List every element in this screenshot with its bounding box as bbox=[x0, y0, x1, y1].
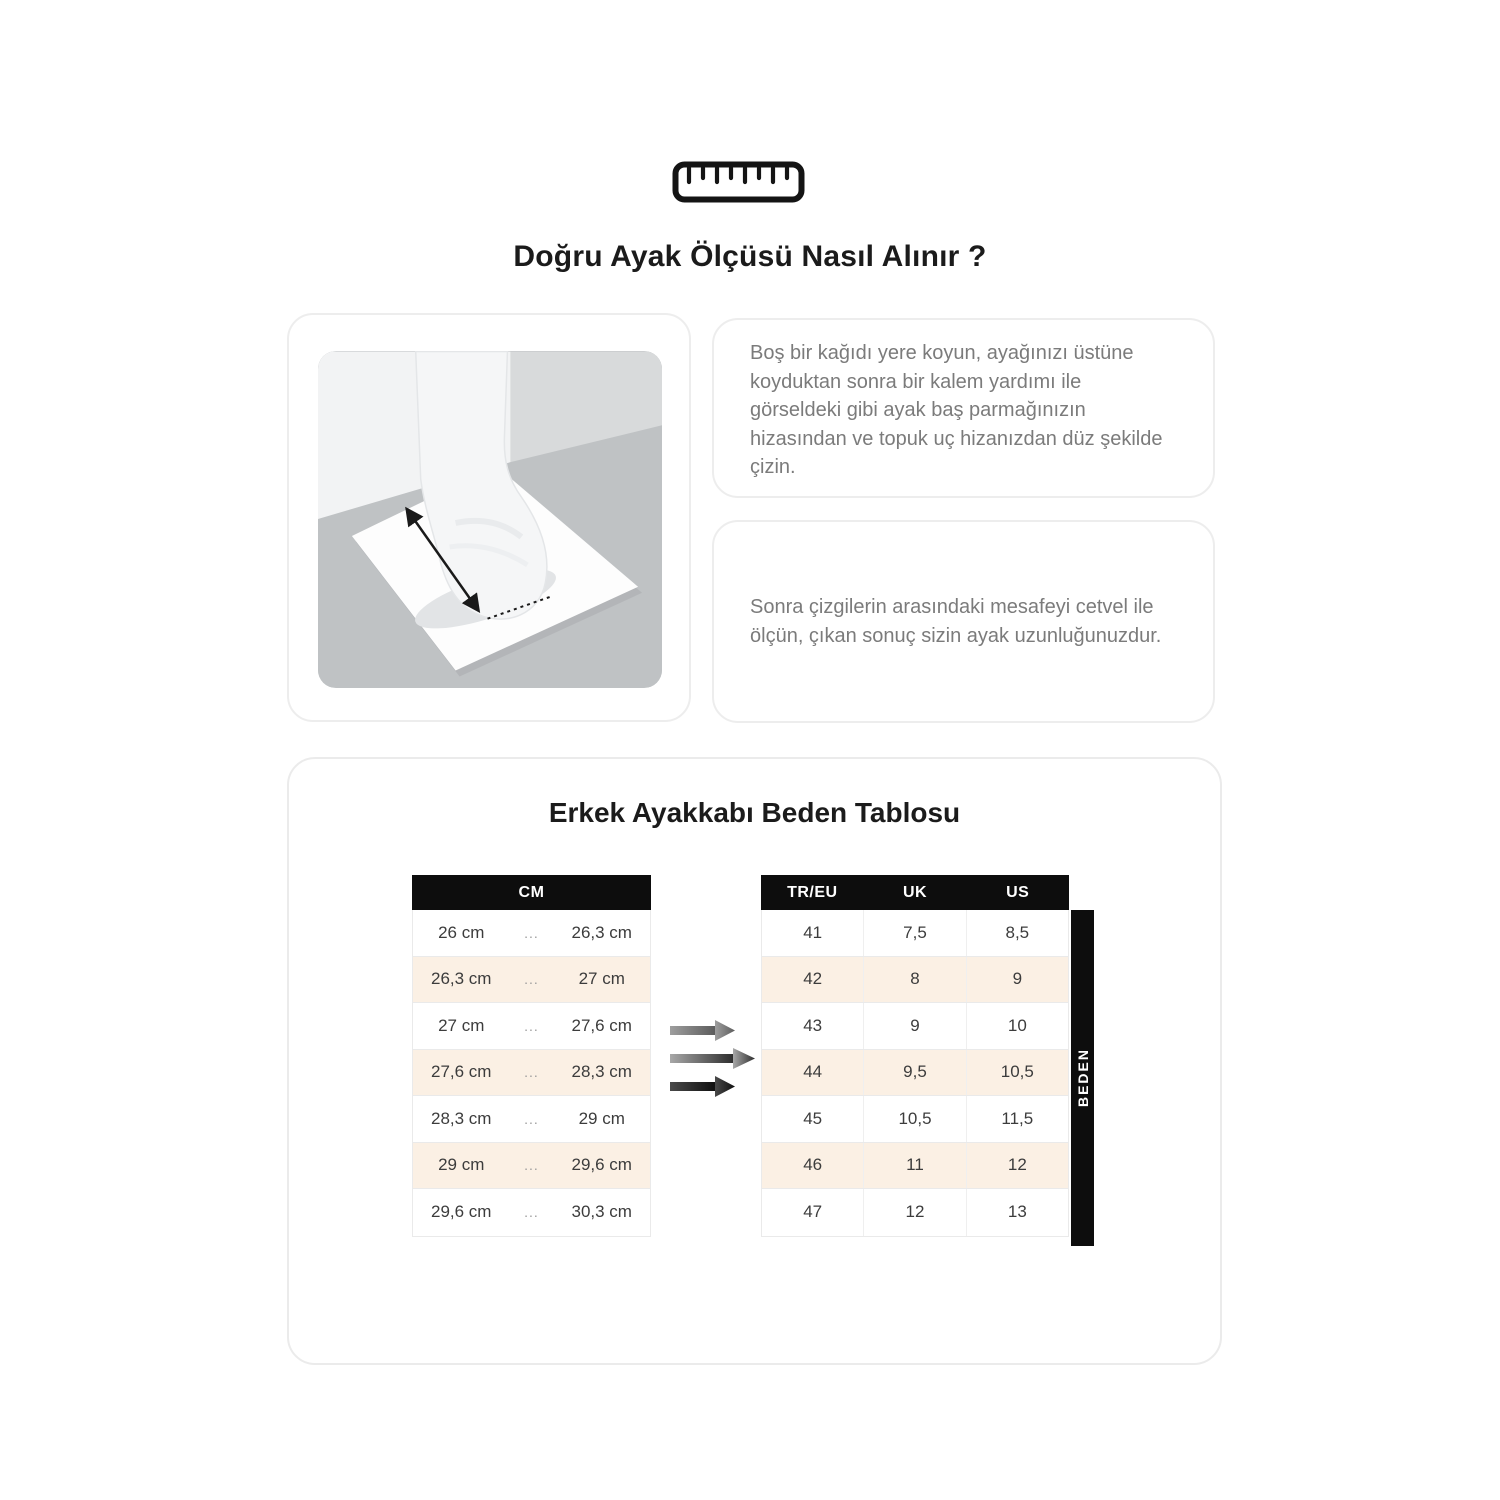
size-value: 8,5 bbox=[1005, 922, 1030, 942]
cm-from-value: 28,3 cm bbox=[431, 1108, 492, 1128]
cm-from-value: 26,3 cm bbox=[431, 969, 492, 989]
arrow-middle bbox=[670, 1048, 755, 1069]
intl-table-row bbox=[762, 1189, 1068, 1236]
range-dots: ... bbox=[524, 1157, 539, 1174]
size-value: 44 bbox=[762, 1050, 864, 1096]
arrow-top bbox=[670, 1020, 735, 1041]
ruler-icon bbox=[672, 161, 805, 203]
size-value: 11,5 bbox=[1001, 1108, 1034, 1128]
size-value: 9 bbox=[864, 1003, 966, 1049]
size-value: 8 bbox=[864, 957, 966, 1003]
section-title: Erkek Ayakkabı Beden Tablosu bbox=[548, 797, 961, 828]
intl-table-row bbox=[762, 1096, 1068, 1143]
cm-from-value: 29 cm bbox=[438, 1155, 485, 1175]
instruction-card-1 bbox=[712, 318, 1215, 498]
cm-to-value: 26,3 cm bbox=[571, 922, 632, 942]
foot-measurement-photo bbox=[318, 351, 662, 688]
size-value: 7,5 bbox=[864, 910, 966, 956]
size-value: 10,5 bbox=[864, 1096, 966, 1142]
cm-table bbox=[412, 875, 651, 1237]
cm-to-value: 29,6 cm bbox=[571, 1155, 632, 1175]
range-dots: ... bbox=[524, 1110, 539, 1127]
range-dots: ... bbox=[524, 1204, 539, 1221]
intl-table-header bbox=[761, 875, 1069, 910]
intl-size-table bbox=[761, 875, 1069, 1237]
cm-from-value: 27 cm bbox=[438, 1015, 485, 1035]
cm-table-body bbox=[412, 910, 651, 1237]
arrow-bottom bbox=[670, 1076, 735, 1097]
col-header-tr-eu: TR/EU bbox=[787, 883, 838, 901]
cm-to-value: 29 cm bbox=[578, 1108, 625, 1128]
cm-table-row bbox=[413, 1096, 650, 1143]
cm-to-value: 30,3 cm bbox=[571, 1202, 632, 1222]
convert-arrows-icon bbox=[668, 1015, 766, 1103]
instruction-card-2 bbox=[712, 520, 1215, 723]
cm-to-value: 27,6 cm bbox=[571, 1015, 632, 1035]
intl-table-row bbox=[762, 957, 1068, 1004]
cm-table-row bbox=[413, 1189, 650, 1236]
size-value: 11 bbox=[864, 1143, 966, 1189]
cm-from-value: 26 cm bbox=[438, 922, 485, 942]
cm-from-value: 27,6 cm bbox=[431, 1062, 492, 1082]
size-value: 41 bbox=[762, 910, 864, 956]
cm-table-row bbox=[413, 957, 650, 1004]
cm-table-header: CM bbox=[412, 875, 651, 910]
cm-table-row bbox=[413, 1143, 650, 1190]
size-value: 45 bbox=[762, 1096, 864, 1142]
cm-to-value: 27 cm bbox=[578, 969, 625, 989]
intl-table-row bbox=[762, 910, 1068, 957]
size-value: 10,5 bbox=[1000, 1062, 1034, 1082]
beden-side-label bbox=[1071, 910, 1094, 1246]
size-value: 46 bbox=[762, 1143, 864, 1189]
intl-table-row bbox=[762, 1143, 1068, 1190]
intl-table-row bbox=[762, 1050, 1068, 1097]
intl-table-row bbox=[762, 1003, 1068, 1050]
size-value: 9,5 bbox=[864, 1050, 966, 1096]
size-value: 10 bbox=[1007, 1015, 1027, 1035]
page-title: Doğru Ayak Ölçüsü Nasıl Alınır ? bbox=[513, 240, 987, 273]
size-value: 12 bbox=[1007, 1155, 1027, 1175]
measurement-photo-card bbox=[287, 313, 691, 722]
col-header-uk: UK bbox=[902, 883, 928, 901]
cm-table-row bbox=[413, 910, 650, 957]
range-dots: ... bbox=[524, 1017, 539, 1034]
size-value: 13 bbox=[1007, 1202, 1027, 1222]
size-value: 42 bbox=[762, 957, 864, 1003]
cm-to-value: 28,3 cm bbox=[571, 1062, 632, 1082]
intl-table-body bbox=[761, 910, 1069, 1237]
cm-table-row bbox=[413, 1003, 650, 1050]
size-value: 47 bbox=[762, 1189, 864, 1236]
col-header-us: US bbox=[1006, 883, 1030, 901]
size-table-card bbox=[287, 757, 1222, 1365]
instruction-text-1: Boş bir kağıdı yere koyun, ayağınızı üstüne koyduktan sonra bir kalem yardımı ile görseldeki gibi ayak baş parmağınızın hizasından ve topuk uç hizanızdan düz şekilde çizin. bbox=[750, 342, 1163, 478]
size-value: 43 bbox=[762, 1003, 864, 1049]
range-dots: ... bbox=[524, 1064, 539, 1081]
size-value: 12 bbox=[864, 1189, 966, 1236]
range-dots: ... bbox=[524, 971, 539, 988]
range-dots: ... bbox=[524, 924, 539, 941]
cm-from-value: 29,6 cm bbox=[431, 1202, 492, 1222]
beden-label-text: BEDEN bbox=[1074, 1048, 1091, 1108]
size-value: 9 bbox=[1012, 969, 1023, 989]
cm-table-row bbox=[413, 1050, 650, 1097]
instruction-text-2: Sonra çizgilerin arasındaki mesafeyi cetvel ile ölçün, çıkan sonuç sizin ayak uzunluğunuzdur. bbox=[750, 596, 1162, 647]
